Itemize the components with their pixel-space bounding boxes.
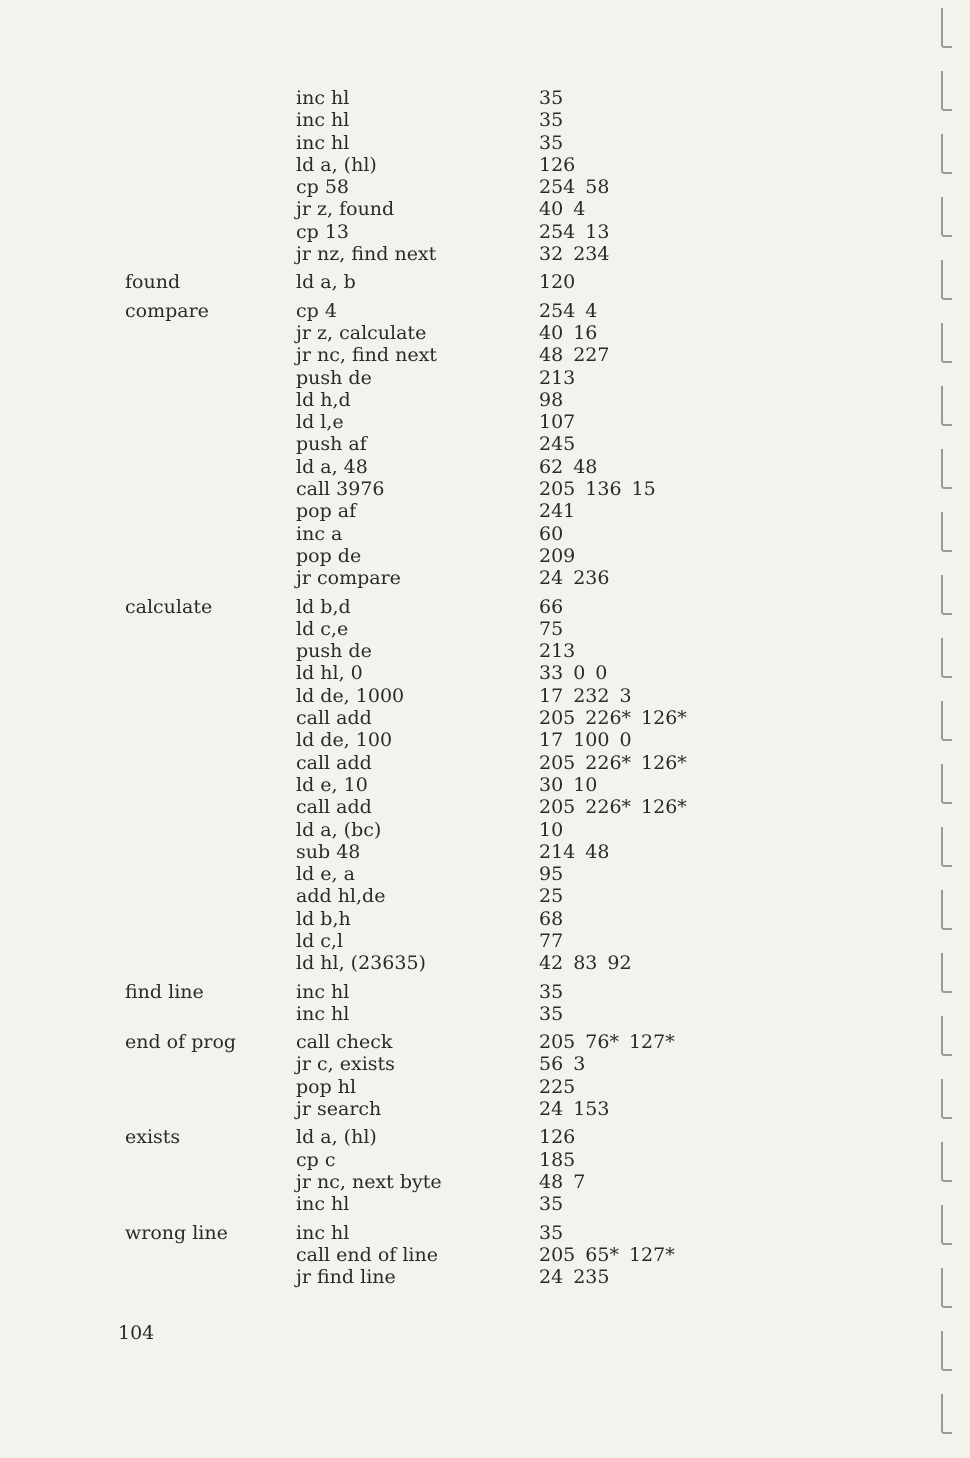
routine-label: exists bbox=[125, 1126, 181, 1149]
listing-row bbox=[0, 1076, 900, 1098]
machine-code bbox=[539, 322, 607, 344]
code-byte: 35 bbox=[539, 1193, 564, 1216]
binding-ring bbox=[941, 134, 952, 174]
machine-code bbox=[539, 176, 619, 198]
listing-row bbox=[0, 243, 900, 265]
code-byte: 127* bbox=[628, 1243, 675, 1266]
instruction: ld a, (hl) bbox=[296, 1126, 377, 1149]
code-byte: 60 bbox=[539, 522, 564, 545]
instruction: ld h,d bbox=[296, 388, 351, 411]
machine-code bbox=[539, 908, 573, 930]
instruction: push af bbox=[296, 433, 367, 456]
listing-row bbox=[0, 1053, 900, 1075]
listing-row bbox=[0, 154, 900, 176]
code-byte: 40 bbox=[539, 321, 564, 344]
spiral-binding bbox=[918, 0, 970, 1458]
code-byte: 213 bbox=[539, 640, 576, 663]
machine-code bbox=[539, 132, 573, 154]
code-byte: 232 bbox=[573, 684, 610, 707]
binding-ring bbox=[941, 1331, 952, 1371]
code-byte: 95 bbox=[539, 863, 564, 886]
listing-row bbox=[0, 841, 900, 863]
listing-row bbox=[0, 221, 900, 243]
code-byte: 254 bbox=[539, 299, 576, 322]
listing-row bbox=[0, 662, 900, 684]
instruction: inc a bbox=[296, 522, 343, 545]
binding-ring bbox=[941, 1016, 952, 1056]
machine-code bbox=[539, 523, 573, 545]
listing-row bbox=[0, 752, 900, 774]
machine-code bbox=[539, 1126, 585, 1148]
code-byte: 213 bbox=[539, 366, 576, 389]
listing-row bbox=[0, 1098, 900, 1120]
listing-row bbox=[0, 685, 900, 707]
code-byte: 17 bbox=[539, 729, 564, 752]
code-byte: 13 bbox=[585, 220, 610, 243]
code-byte: 209 bbox=[539, 544, 576, 567]
binding-ring bbox=[941, 512, 952, 552]
listing-row bbox=[0, 198, 900, 220]
machine-code bbox=[539, 1266, 619, 1288]
code-byte: 107 bbox=[539, 411, 576, 434]
listing-row bbox=[0, 344, 900, 366]
code-byte: 153 bbox=[573, 1098, 610, 1121]
code-byte: 17 bbox=[539, 684, 564, 707]
machine-code bbox=[539, 243, 619, 265]
machine-code bbox=[539, 930, 573, 952]
binding-ring bbox=[941, 764, 952, 804]
code-byte: 100 bbox=[573, 729, 610, 752]
binding-ring bbox=[941, 701, 952, 741]
binding-ring bbox=[941, 638, 952, 678]
instruction: ld e, 10 bbox=[296, 773, 368, 796]
code-byte: 48 bbox=[573, 455, 598, 478]
listing-row bbox=[0, 1149, 900, 1171]
routine-label: found bbox=[125, 271, 181, 294]
code-byte: 3 bbox=[619, 684, 632, 707]
machine-code bbox=[539, 1031, 685, 1053]
machine-code bbox=[539, 618, 573, 640]
code-byte: 24 bbox=[539, 1266, 564, 1289]
instruction: jr find line bbox=[296, 1266, 396, 1289]
machine-code bbox=[539, 819, 573, 841]
code-byte: 42 bbox=[539, 952, 564, 975]
instruction: jr c, exists bbox=[296, 1053, 395, 1076]
code-byte: 24 bbox=[539, 1098, 564, 1121]
code-byte: 205 bbox=[539, 796, 576, 819]
instruction: ld a, 48 bbox=[296, 455, 368, 478]
instruction: call add bbox=[296, 707, 372, 730]
instruction: pop af bbox=[296, 500, 357, 523]
machine-code bbox=[539, 774, 607, 796]
instruction: inc hl bbox=[296, 87, 350, 109]
binding-ring bbox=[941, 449, 952, 489]
code-byte: 205 bbox=[539, 478, 576, 501]
machine-code bbox=[539, 456, 607, 478]
code-byte: 245 bbox=[539, 433, 576, 456]
machine-code bbox=[539, 545, 585, 567]
code-byte: 205 bbox=[539, 1243, 576, 1266]
code-byte: 48 bbox=[585, 840, 610, 863]
listing-row bbox=[0, 1266, 900, 1288]
code-byte: 48 bbox=[539, 1170, 564, 1193]
code-byte: 225 bbox=[539, 1075, 576, 1098]
code-byte: 7 bbox=[573, 1170, 586, 1193]
listing-row bbox=[0, 819, 900, 841]
code-byte: 75 bbox=[539, 617, 564, 640]
code-byte: 254 bbox=[539, 176, 576, 199]
listing-row bbox=[0, 640, 900, 662]
instruction: push de bbox=[296, 640, 372, 663]
listing-row bbox=[0, 796, 900, 818]
code-byte: 205 bbox=[539, 1031, 576, 1054]
instruction: pop de bbox=[296, 544, 362, 567]
code-byte: 56 bbox=[539, 1053, 564, 1076]
instruction: ld l,e bbox=[296, 411, 344, 434]
instruction: ld c,l bbox=[296, 929, 344, 952]
code-byte: 62 bbox=[539, 455, 564, 478]
listing-row bbox=[0, 500, 900, 522]
listing-row bbox=[0, 176, 900, 198]
code-byte: 35 bbox=[539, 1002, 564, 1025]
machine-code bbox=[539, 662, 617, 684]
routine-label: compare bbox=[125, 299, 209, 322]
code-byte: 68 bbox=[539, 907, 564, 930]
machine-code bbox=[539, 1222, 573, 1244]
code-byte: 254 bbox=[539, 220, 576, 243]
machine-code bbox=[539, 500, 585, 522]
code-byte: 226* bbox=[585, 796, 632, 819]
code-byte: 83 bbox=[573, 952, 598, 975]
machine-code bbox=[539, 1076, 585, 1098]
machine-code bbox=[539, 1003, 573, 1025]
instruction: jr nc, next byte bbox=[296, 1170, 442, 1193]
code-byte: 33 bbox=[539, 662, 564, 685]
code-byte: 126* bbox=[641, 796, 687, 819]
instruction: inc hl bbox=[296, 131, 350, 154]
listing-row bbox=[0, 1171, 900, 1193]
code-byte: 30 bbox=[539, 773, 564, 796]
listing-row bbox=[0, 1244, 900, 1266]
listing-row bbox=[0, 1003, 900, 1025]
binding-ring bbox=[941, 1394, 952, 1434]
listing-row bbox=[0, 109, 900, 131]
listing-row bbox=[0, 863, 900, 885]
machine-code bbox=[539, 885, 573, 907]
binding-ring bbox=[941, 953, 952, 993]
machine-code bbox=[539, 109, 573, 131]
code-byte: 40 bbox=[539, 198, 564, 221]
machine-code bbox=[539, 567, 619, 589]
instruction: inc hl bbox=[296, 1193, 350, 1216]
code-byte: 58 bbox=[585, 176, 610, 199]
machine-code bbox=[539, 154, 585, 176]
machine-code bbox=[539, 221, 619, 243]
binding-ring bbox=[941, 575, 952, 615]
code-byte: 126* bbox=[641, 707, 687, 730]
machine-code bbox=[539, 596, 573, 618]
code-byte: 126* bbox=[641, 751, 687, 774]
instruction: cp c bbox=[296, 1148, 336, 1171]
machine-code bbox=[539, 981, 573, 1003]
machine-code bbox=[539, 478, 666, 500]
code-byte: 25 bbox=[539, 885, 564, 908]
binding-ring bbox=[941, 1142, 952, 1182]
code-byte: 0 bbox=[573, 662, 586, 685]
listing-row bbox=[0, 1222, 900, 1244]
listing-row bbox=[0, 618, 900, 640]
machine-code bbox=[539, 707, 697, 729]
code-byte: 214 bbox=[539, 840, 576, 863]
assembly-listing bbox=[0, 87, 900, 1288]
machine-code bbox=[539, 685, 642, 707]
machine-code bbox=[539, 87, 573, 109]
machine-code bbox=[539, 752, 697, 774]
code-byte: 0 bbox=[595, 662, 608, 685]
instruction: jr nz, find next bbox=[296, 243, 437, 266]
instruction: inc hl bbox=[296, 980, 350, 1003]
code-byte: 32 bbox=[539, 243, 564, 266]
binding-ring bbox=[941, 1079, 952, 1119]
instruction: ld b,d bbox=[296, 595, 351, 618]
listing-row bbox=[0, 774, 900, 796]
machine-code bbox=[539, 300, 607, 322]
machine-code bbox=[539, 952, 642, 974]
code-byte: 226* bbox=[585, 707, 632, 730]
code-byte: 35 bbox=[539, 109, 564, 132]
instruction: jr nc, find next bbox=[296, 344, 437, 367]
listing-row bbox=[0, 567, 900, 589]
instruction: jr search bbox=[296, 1098, 382, 1121]
binding-ring bbox=[941, 827, 952, 867]
instruction: ld c,e bbox=[296, 617, 349, 640]
instruction: ld hl, 0 bbox=[296, 662, 363, 685]
machine-code bbox=[539, 796, 697, 818]
machine-code bbox=[539, 367, 585, 389]
listing-row bbox=[0, 433, 900, 455]
machine-code bbox=[539, 1098, 619, 1120]
code-byte: 10 bbox=[573, 773, 598, 796]
instruction: call add bbox=[296, 751, 372, 774]
routine-label: end of prog bbox=[125, 1031, 237, 1054]
listing-row bbox=[0, 456, 900, 478]
listing-row bbox=[0, 1126, 900, 1148]
machine-code bbox=[539, 1053, 595, 1075]
binding-ring bbox=[941, 8, 952, 48]
listing-row bbox=[0, 930, 900, 952]
instruction: ld b,h bbox=[296, 907, 351, 930]
binding-ring bbox=[941, 1205, 952, 1245]
code-byte: 35 bbox=[539, 131, 564, 154]
instruction: ld a, (hl) bbox=[296, 153, 377, 176]
listing-row bbox=[0, 981, 900, 1003]
code-byte: 4 bbox=[573, 198, 586, 221]
instruction: call check bbox=[296, 1031, 393, 1054]
instruction: jr z, calculate bbox=[296, 321, 427, 344]
code-byte: 126 bbox=[539, 153, 576, 176]
code-byte: 185 bbox=[539, 1148, 576, 1171]
machine-code bbox=[539, 344, 619, 366]
code-byte: 4 bbox=[585, 299, 598, 322]
code-byte: 92 bbox=[607, 952, 632, 975]
code-byte: 24 bbox=[539, 567, 564, 590]
listing-row bbox=[0, 1031, 900, 1053]
listing-row bbox=[0, 87, 900, 109]
code-byte: 205 bbox=[539, 707, 576, 730]
routine-label: calculate bbox=[125, 595, 213, 618]
code-byte: 66 bbox=[539, 595, 564, 618]
machine-code bbox=[539, 271, 585, 293]
code-byte: 35 bbox=[539, 87, 564, 109]
code-byte: 65* bbox=[585, 1243, 619, 1266]
listing-row bbox=[0, 132, 900, 154]
instruction: pop hl bbox=[296, 1075, 357, 1098]
instruction: jr compare bbox=[296, 567, 401, 590]
instruction: call add bbox=[296, 796, 372, 819]
code-byte: 77 bbox=[539, 929, 564, 952]
code-byte: 136 bbox=[585, 478, 622, 501]
code-byte: 235 bbox=[573, 1266, 610, 1289]
code-byte: 15 bbox=[631, 478, 656, 501]
listing-row bbox=[0, 952, 900, 974]
listing-row bbox=[0, 885, 900, 907]
machine-code bbox=[539, 198, 595, 220]
machine-code bbox=[539, 863, 573, 885]
code-byte: 126 bbox=[539, 1126, 576, 1149]
code-byte: 226* bbox=[585, 751, 632, 774]
instruction: cp 4 bbox=[296, 299, 337, 322]
listing-row bbox=[0, 729, 900, 751]
listing-row bbox=[0, 389, 900, 411]
binding-ring bbox=[941, 386, 952, 426]
page-number: 104 bbox=[118, 1322, 155, 1344]
instruction: push de bbox=[296, 366, 372, 389]
code-byte: 205 bbox=[539, 751, 576, 774]
machine-code bbox=[539, 841, 619, 863]
instruction: ld e, a bbox=[296, 863, 355, 886]
machine-code bbox=[539, 1244, 685, 1266]
code-byte: 234 bbox=[573, 243, 610, 266]
listing-row bbox=[0, 271, 900, 293]
routine-label: wrong line bbox=[125, 1221, 228, 1244]
instruction: ld de, 100 bbox=[296, 729, 393, 752]
listing-row bbox=[0, 300, 900, 322]
machine-code bbox=[539, 433, 585, 455]
instruction: call end of line bbox=[296, 1243, 438, 1266]
listing-row bbox=[0, 707, 900, 729]
routine-label: find line bbox=[125, 980, 204, 1003]
code-byte: 3 bbox=[573, 1053, 586, 1076]
binding-ring bbox=[941, 890, 952, 930]
instruction: inc hl bbox=[296, 1002, 350, 1025]
code-byte: 227 bbox=[573, 344, 610, 367]
instruction: call 3976 bbox=[296, 478, 385, 501]
listing-row bbox=[0, 1193, 900, 1215]
machine-code bbox=[539, 389, 573, 411]
listing-row bbox=[0, 411, 900, 433]
instruction: inc hl bbox=[296, 109, 350, 132]
instruction: ld de, 1000 bbox=[296, 684, 405, 707]
machine-code bbox=[539, 411, 585, 433]
machine-code bbox=[539, 729, 642, 751]
binding-ring bbox=[941, 1268, 952, 1308]
listing-row bbox=[0, 523, 900, 545]
code-byte: 76* bbox=[585, 1031, 619, 1054]
binding-ring bbox=[941, 323, 952, 363]
instruction: inc hl bbox=[296, 1221, 350, 1244]
listing-row bbox=[0, 478, 900, 500]
binding-ring bbox=[941, 71, 952, 111]
code-byte: 16 bbox=[573, 321, 598, 344]
binding-ring bbox=[941, 197, 952, 237]
listing-row bbox=[0, 322, 900, 344]
instruction: ld hl, (23635) bbox=[296, 952, 426, 975]
code-byte: 10 bbox=[539, 818, 564, 841]
instruction: add hl,de bbox=[296, 885, 386, 908]
code-byte: 241 bbox=[539, 500, 576, 523]
instruction: cp 13 bbox=[296, 220, 350, 243]
instruction: ld a, b bbox=[296, 271, 356, 294]
code-byte: 48 bbox=[539, 344, 564, 367]
listing-row bbox=[0, 545, 900, 567]
machine-code bbox=[539, 640, 585, 662]
code-byte: 35 bbox=[539, 1221, 564, 1244]
binding-ring bbox=[941, 260, 952, 300]
instruction: cp 58 bbox=[296, 176, 350, 199]
code-byte: 120 bbox=[539, 271, 576, 294]
code-byte: 0 bbox=[619, 729, 632, 752]
listing-row bbox=[0, 367, 900, 389]
instruction: ld a, (bc) bbox=[296, 818, 382, 841]
listing-row bbox=[0, 908, 900, 930]
machine-code bbox=[539, 1171, 595, 1193]
instruction: sub 48 bbox=[296, 840, 361, 863]
code-byte: 127* bbox=[628, 1031, 675, 1054]
machine-code bbox=[539, 1149, 585, 1171]
code-byte: 35 bbox=[539, 980, 564, 1003]
listing-row bbox=[0, 596, 900, 618]
code-byte: 236 bbox=[573, 567, 610, 590]
instruction: jr z, found bbox=[296, 198, 395, 221]
machine-code bbox=[539, 1193, 573, 1215]
code-byte: 98 bbox=[539, 388, 564, 411]
